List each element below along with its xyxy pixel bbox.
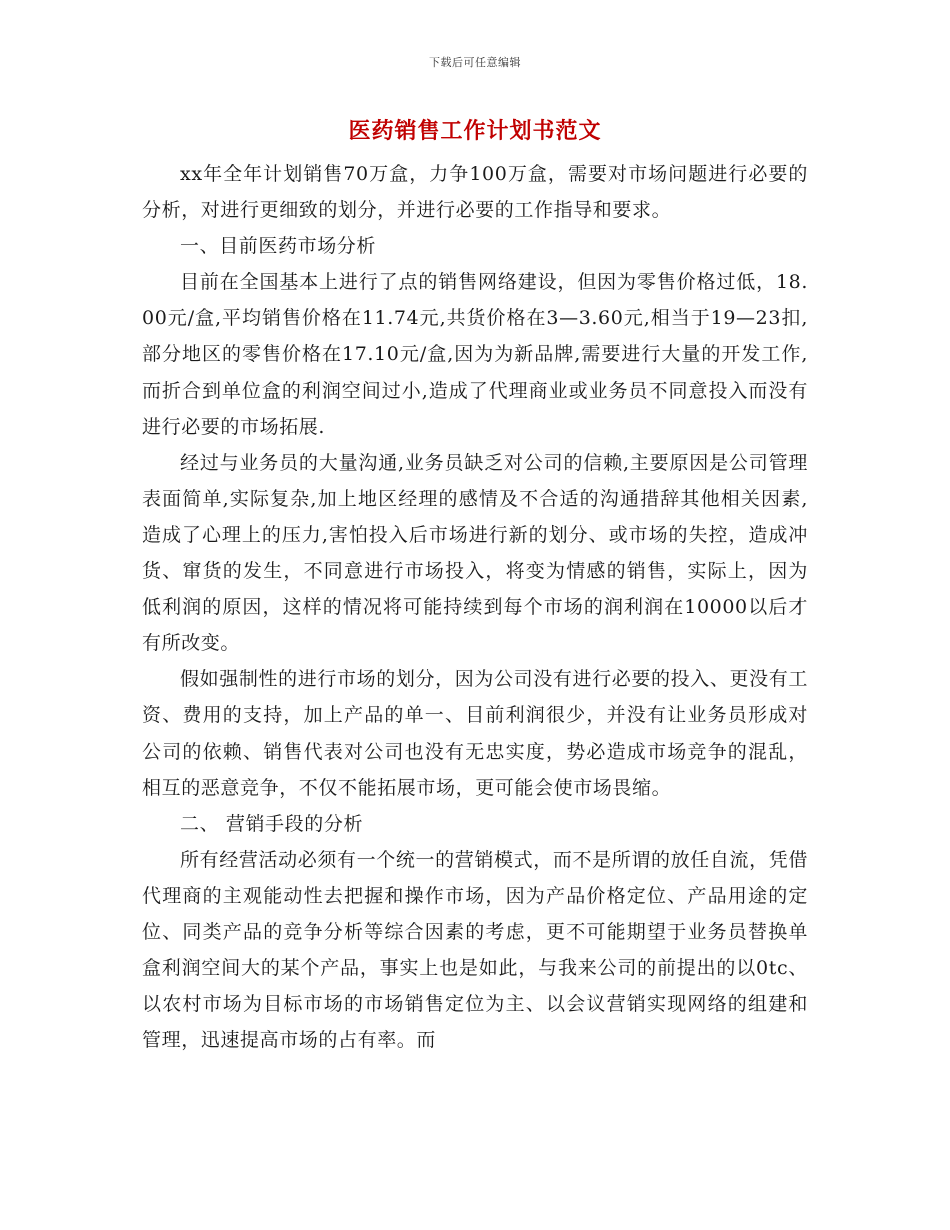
section-heading-marketing-means: 二、 营销手段的分析 — [180, 812, 364, 835]
paragraph-market-division: 假如强制性的进行市场的划分，因为公司没有进行必要的投入、更没有工资、费用的支持，加上产品的单一、目前利润很少，并没有让业务员形成对公司的依赖、销售代表对公司也没有无忠实度，势必造成市场竞争的混乱，相互的恶意竞争，不仅不能拓展市场，更可能会使市场畏缩。 — [142, 668, 808, 799]
document-body — [142, 156, 808, 1058]
section-heading-market-analysis: 一、目前医药市场分析 — [180, 235, 377, 258]
paragraph-communication: 经过与业务员的大量沟通,业务员缺乏对公司的信赖,主要原因是公司管理表面简单,实际复杂,加上地区经理的感情及不合适的沟通措辞其他相关因素,造成了心理上的压力,害怕投入后市场进行新的划分、或市场的失控，造成冲货、窜货的发生，不同意进行市场投入，将变为情感的销售，实际上，因为低利润的原因，这样的情况将可能持续到每个市场的润利润在10000以后才有所改变。 — [142, 451, 808, 655]
document-title: 医药销售工作计划书范文 — [348, 118, 602, 144]
paragraph-intro: xx年全年计划销售70万盒，力争100万盒，需要对市场问题进行必要的分析，对进行更细致的划分，并进行必要的工作指导和要求。 — [142, 163, 808, 222]
paragraph-pricing: 目前在全国基本上进行了点的销售网络建设，但因为零售价格过低，18.00元/盒,平均销售价格在11.74元,共货价格在3—3.60元,相当于19—23扣,部分地区的零售价格在17.10元/盒,因为为新品牌,需要进行大量的开发工作,而折合到单位盒的利润空间过小,造成了代理商业或业务员不同意投入而没有进行必要的市场拓展. — [142, 271, 808, 438]
page-header-note: 下载后可任意编辑 — [429, 56, 521, 69]
paragraph-marketing-model: 所有经营活动必须有一个统一的营销模式，而不是所谓的放任自流，凭借代理商的主观能动性去把握和操作市场，因为产品价格定位、产品用途的定位、同类产品的竞争分析等综合因素的考虑，更不可能期望于业务员替换单盒利润空间大的某个产品，事实上也是如此，与我来公司的前提出的以0tc、以农村市场为目标市场的市场销售定位为主、以会议营销实现网络的组建和管理，迅速提高市场的占有率。而 — [142, 848, 808, 1052]
